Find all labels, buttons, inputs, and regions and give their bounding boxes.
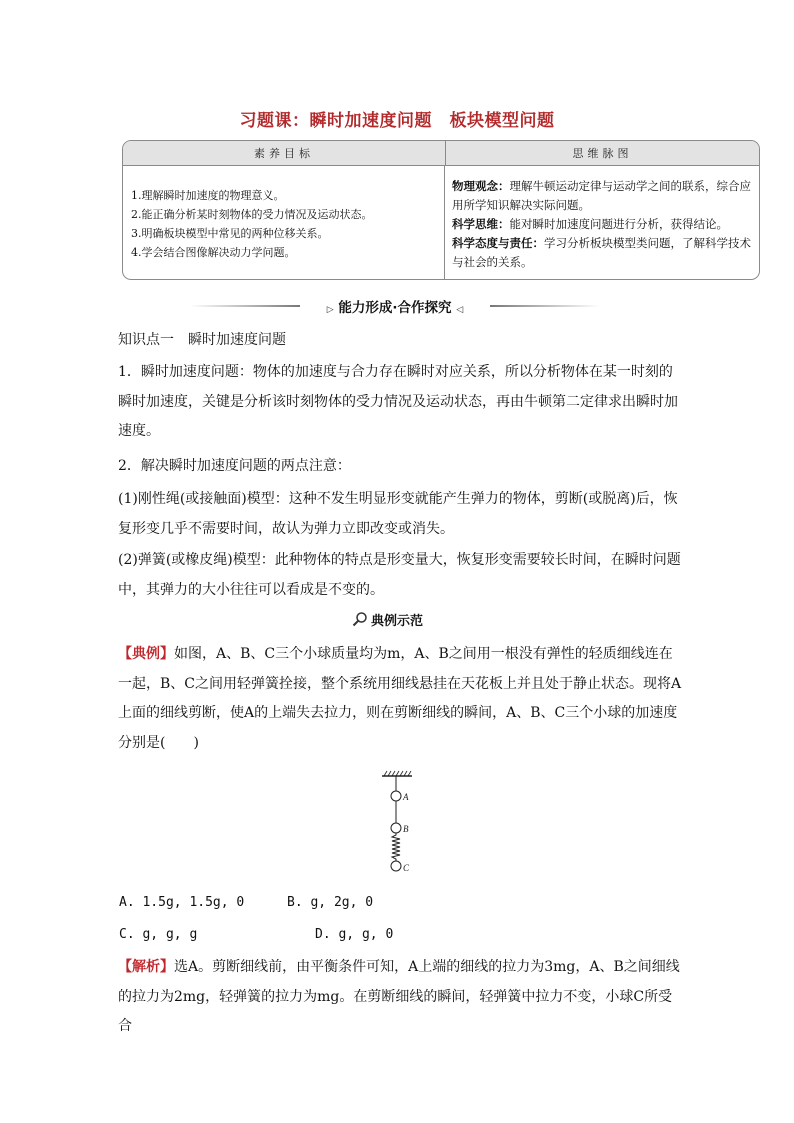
goal-item: 1.理解瞬时加速度的物理意义。: [131, 189, 285, 202]
ball-c-label: C: [403, 863, 410, 873]
example-text: 如图，A、B、C三个小球质量均为m，A、B之间用一根没有弹性的轻质细线连在一起，B、C之间用轻弹簧拴接，整个系统用细线悬挂在天花板上并且处于静止状态。现将A上面的细线剪断，使A的上端失去拉力，则在剪断细线的瞬间，A、B、C三个小球的加速度分别是( ): [118, 646, 682, 751]
right-arrow-icon: ▷: [326, 305, 334, 315]
analysis: [118, 953, 684, 1042]
mind-map-label: 科学思维：: [452, 217, 510, 231]
example-tag: 【典例】: [118, 646, 174, 662]
knowledge-paragraph-1: 1．瞬时加速度问题：物体的加速度与合力存在瞬时对应关系，所以分析物体在某一时刻的瞬时加速度，关键是分析该时刻物体的受力情况及运动状态，再由牛顿第二定律求出瞬时加速度。: [118, 364, 678, 439]
knowledge-heading: 知识点一 瞬时加速度问题: [118, 332, 286, 348]
left-arrow-icon: ◁: [456, 305, 464, 315]
physics-figure: [374, 770, 424, 880]
example-badge: [352, 609, 442, 631]
example-question: [118, 640, 684, 758]
knowledge-paragraph-3: (1)刚性绳(或接触面)模型：这种不发生明显形变就能产生弹力的物体，剪断(或脱离)后，恢复形变几乎不需要时间，故认为弹力立即改变或消失。: [118, 491, 678, 537]
goals-list: [123, 166, 445, 279]
knowledge-paragraph-4: (2)弹簧(或橡皮绳)模型：此种物体的特点是形变量大，恢复形变需要较长时间，在瞬时问题中，其弹力的大小往往可以看成是不变的。: [118, 552, 681, 598]
page-title: 习题课：瞬时加速度问题 板块模型问题: [239, 111, 555, 131]
option-c: C. g, g, g: [119, 927, 198, 942]
option-d: D. g, g, 0: [315, 927, 394, 942]
goal-item: 2.能正确分析某时刻物体的受力情况及运动状态。: [131, 208, 373, 221]
mind-map-item: [452, 215, 753, 234]
mind-map-text: 理解牛顿运动定律与运动学之间的联系，综合应用所学知识解决实际问题。: [452, 179, 751, 212]
example-badge-label: 典例示范: [371, 614, 424, 629]
ball-a-label: A: [403, 792, 409, 802]
mind-map-label: 物理观念：: [452, 179, 510, 193]
mind-map-text: 学习分析板块模型类问题，了解科学技术与社会的关系。: [452, 236, 751, 269]
section-title-text: 能力形成·合作探究: [338, 300, 452, 316]
mind-map-item: [452, 234, 753, 272]
mind-map-item: [452, 177, 753, 215]
mind-map-text: 能对瞬时加速度问题进行分析，获得结论。: [509, 217, 728, 231]
spring-ball-diagram: [374, 770, 424, 880]
section-divider: [190, 296, 600, 316]
goals-table: [122, 140, 760, 280]
analysis-text: 选A。剪断细线前，由平衡条件可知，A上端的细线的拉力为3mg，A、B之间细线的拉力为2mg，轻弹簧的拉力为mg。在剪断细线的瞬间，轻弹簧中拉力不变，小球C所受合: [118, 959, 680, 1034]
mind-map-list: [445, 166, 759, 279]
goal-item: 4.学会结合图像解决动力学问题。: [131, 246, 296, 259]
knowledge-paragraph-2: 2．解决瞬时加速度问题的两点注意：: [118, 458, 351, 474]
option-a: A. 1.5g, 1.5g, 0: [119, 895, 245, 910]
goal-item: 3.明确板块模型中常见的两种位移关系。: [131, 227, 329, 240]
option-b: B. g, 2g, 0: [287, 895, 374, 910]
ball-b-label: B: [403, 824, 409, 834]
mind-map-label: 科学态度与责任：: [452, 236, 544, 250]
goals-table-header: [123, 141, 759, 166]
analysis-tag: 【解析】: [118, 959, 174, 975]
magnifier-icon: [352, 611, 368, 627]
section-title: [190, 296, 600, 316]
mind-map-header: 思维脉图: [572, 147, 633, 160]
goals-header: 素养目标: [123, 141, 446, 165]
